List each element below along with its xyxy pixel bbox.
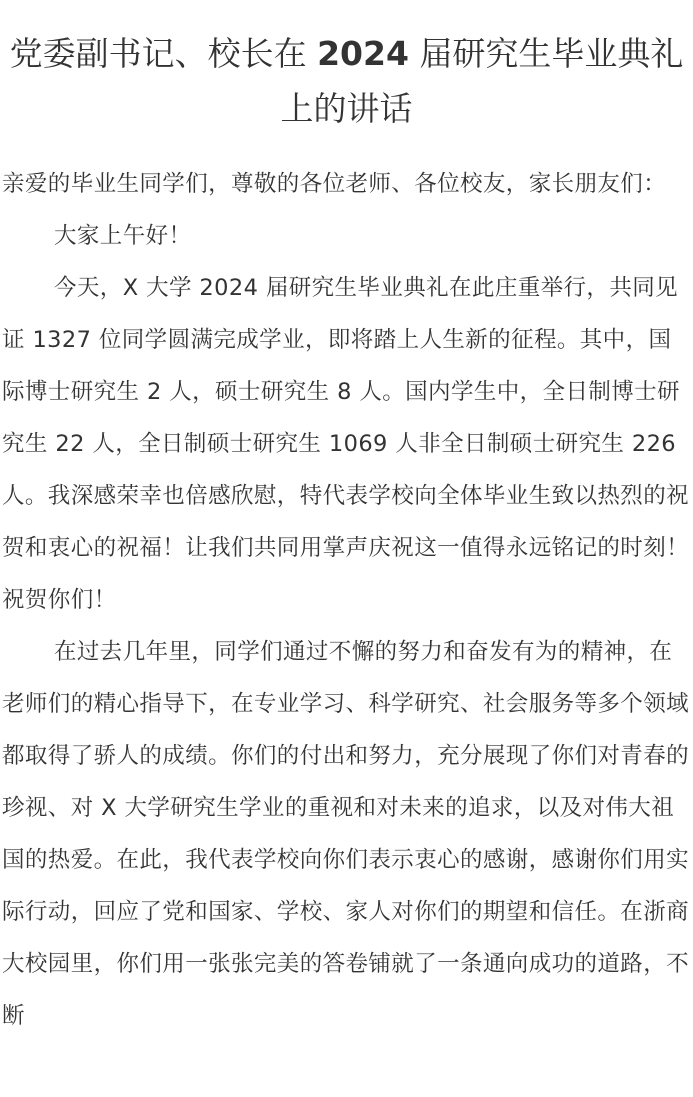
title-year: 2024 bbox=[317, 34, 409, 73]
title-suffix: 届研究生毕业典礼上的讲话 bbox=[280, 34, 684, 128]
title-prefix: 党委副书记、校长在 bbox=[9, 34, 318, 73]
body-paragraph-2: 今天，X 大学 2024 届研究生毕业典礼在此庄重举行，共同见证 1327 位同学圆满完成学业，即将踏上人生新的征程。其中，国际博士研究生 2 人，硕士研究生 8 人。国内学生中，全日制博士研究生 22 人，全日制硕士研究生 1069 人非全日制硕士研究生 226 人。我深感荣幸也倍感欣慰，特代表学校向全体毕业生致以热烈的祝贺和衷心的祝福！让我们共同用掌声庆祝这一值得永远铭记的时刻！祝贺你们！ bbox=[2, 275, 690, 613]
article-body bbox=[2, 158, 692, 1042]
article-title bbox=[0, 26, 693, 136]
body-paragraph-1: 大家上午好！ bbox=[54, 223, 192, 249]
body-paragraph-3: 在过去几年里，同学们通过不懈的努力和奋发有为的精神，在老师们的精心指导下，在专业学习、科学研究、社会服务等多个领域都取得了骄人的成绩。你们的付出和努力，充分展现了你们对青春的珍视、对 X 大学研究生学业的重视和对未来的追求，以及对伟大祖国的热爱。在此，我代表学校向你们表示衷心的感谢，感谢你们用实际行动，回应了党和国家、学校、家人对你们的期望和信任。在浙商大校园里，你们用一张张完美的答卷铺就了一条通向成功的道路，不断 bbox=[2, 639, 690, 1029]
greeting-paragraph: 亲爱的毕业生同学们，尊敬的各位老师、各位校友，家长朋友们： bbox=[2, 171, 667, 197]
